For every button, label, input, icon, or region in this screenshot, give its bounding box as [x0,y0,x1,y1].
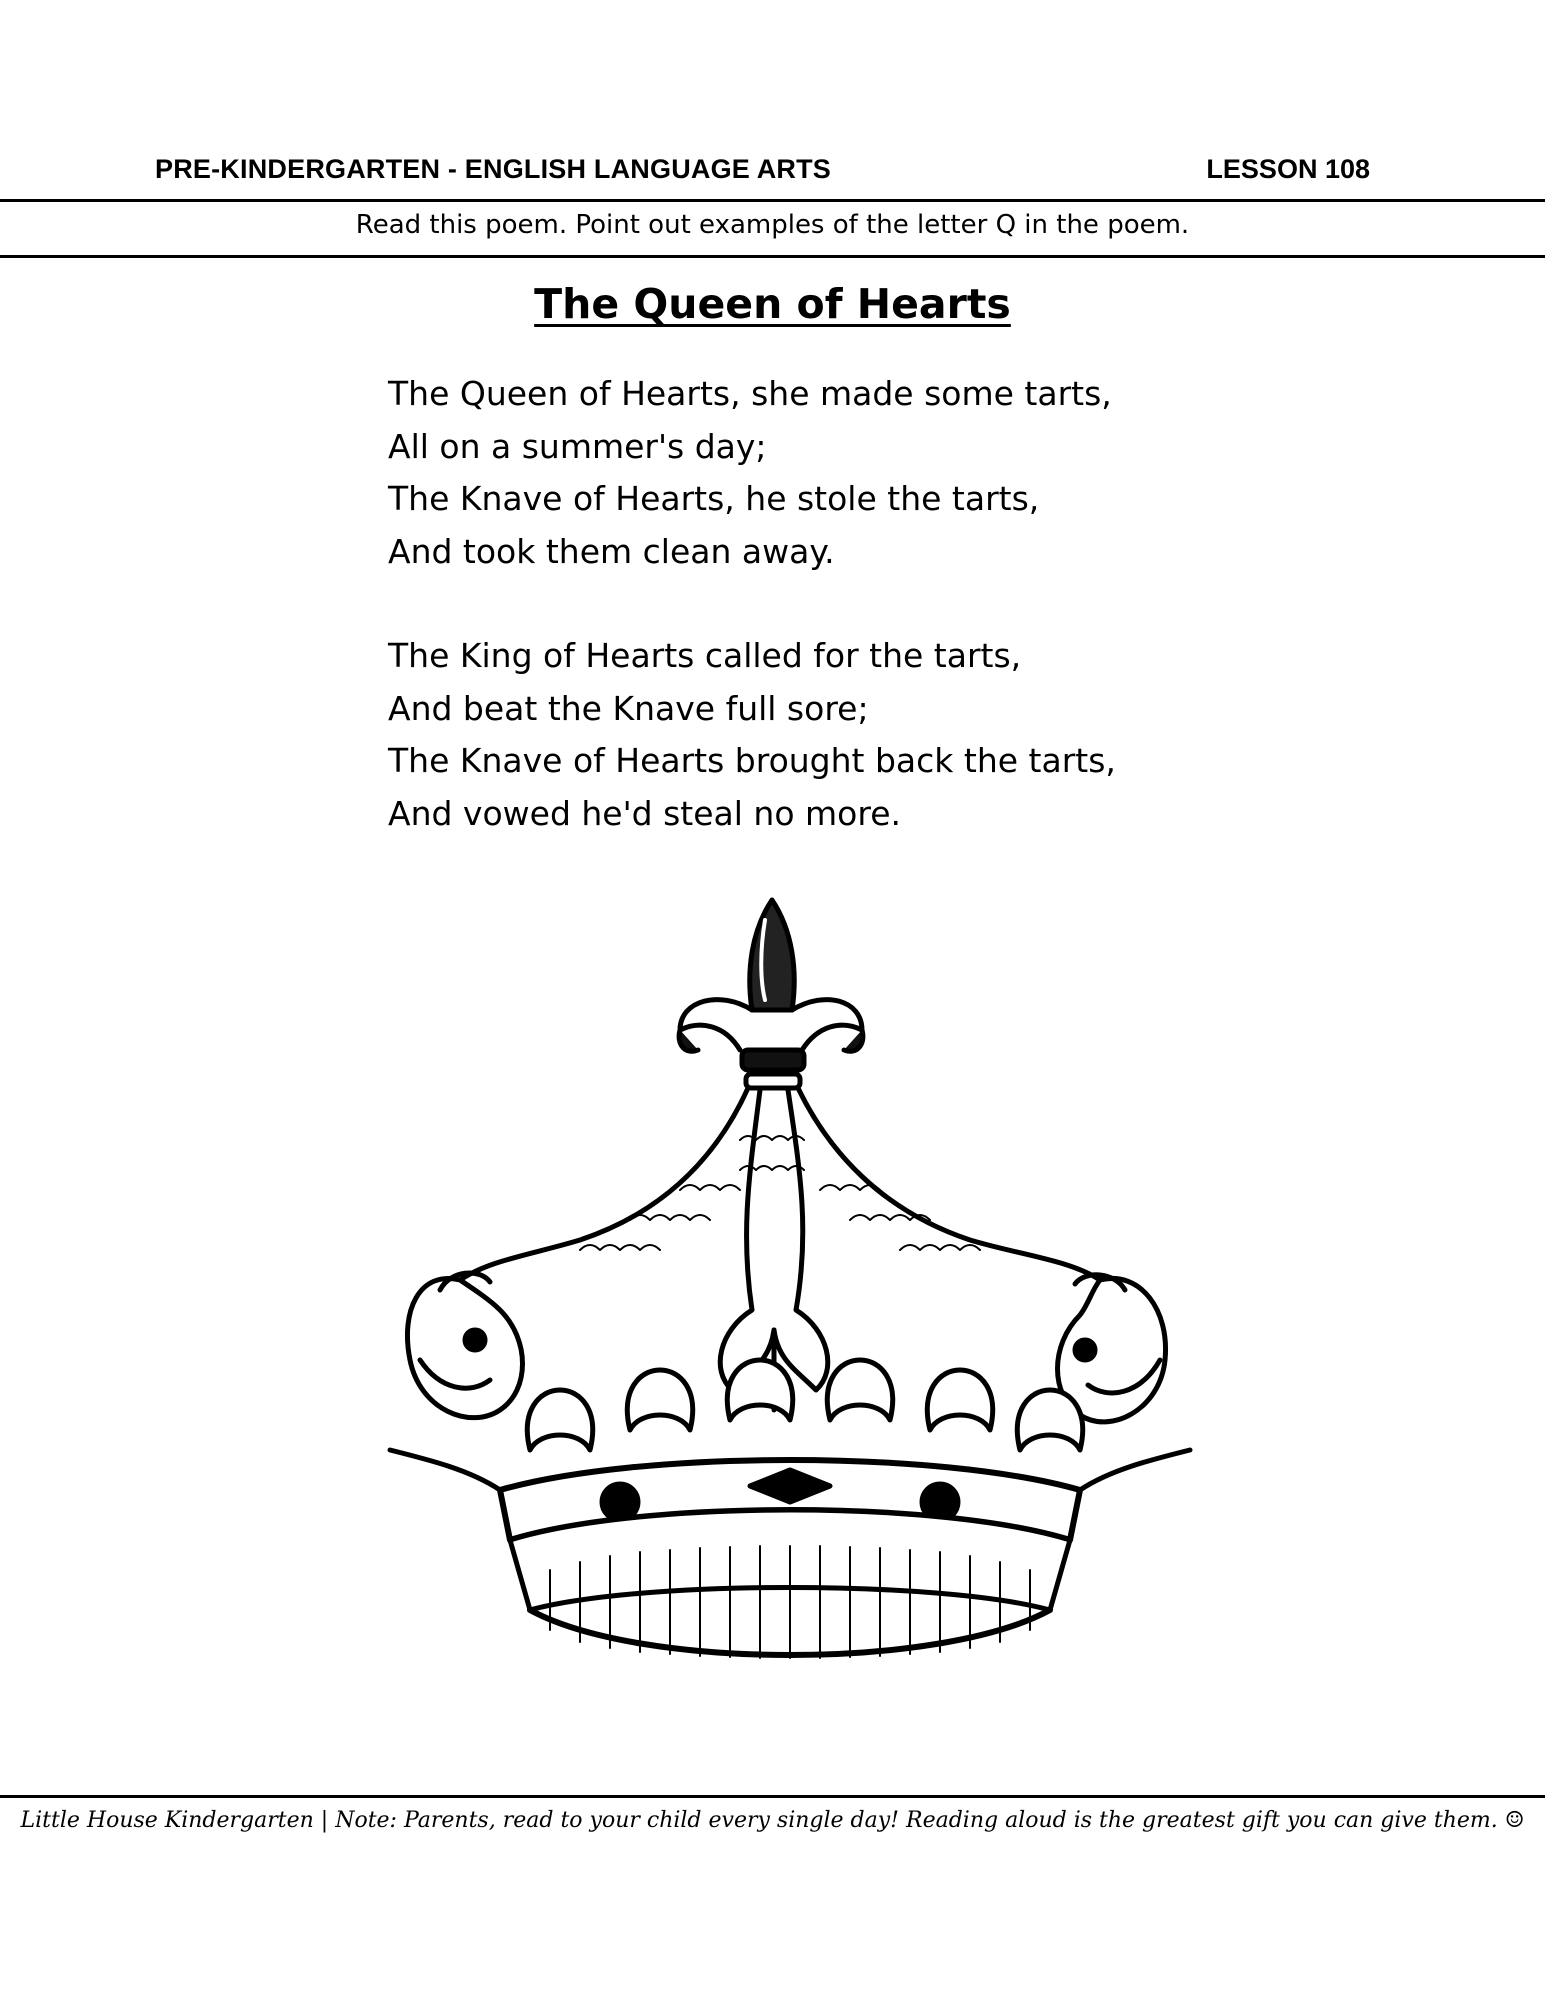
header-divider [0,199,1545,202]
crown-icon [380,890,1200,1740]
poem-title: The Queen of Hearts [534,280,1011,328]
footer-divider [0,1795,1545,1798]
footer-note: Little House Kindergarten | Note: Parents, read to your child every single day! Reading aloud is the greatest gift you can give them. ☺ [20,1808,1525,1833]
poem-line: And beat the Knave full sore; [388,688,869,728]
poem-line: The King of Hearts called for the tarts, [388,636,1022,675]
lesson-number: LESSON 108 [1206,154,1370,184]
poem-line: The Queen of Hearts, she made some tarts, [388,374,1112,413]
instruction-text: Read this poem. Point out examples of the letter Q in the poem. [355,210,1190,240]
poem-line: And vowed he'd steal no more. [388,793,901,833]
page-header [0,150,1545,196]
course-title: PRE-KINDERGARTEN - ENGLISH LANGUAGE ARTS [155,154,832,184]
poem-line: The Knave of Hearts, he stole the tarts, [388,479,1040,518]
instruction-divider [0,255,1545,258]
poem-line: All on a summer's day; [388,426,767,466]
stanza-break [388,578,1288,630]
poem [388,368,1288,840]
poem-line: And took them clean away. [388,531,835,571]
poem-line: The Knave of Hearts brought back the tarts, [388,741,1116,780]
